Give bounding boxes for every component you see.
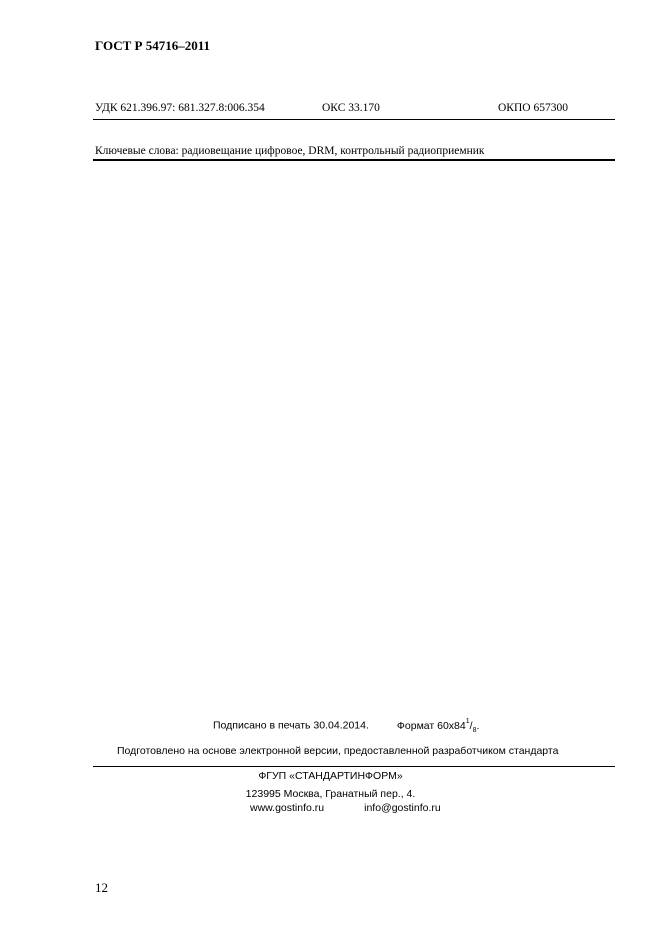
format-denominator: 8 xyxy=(472,726,477,734)
divider-imprint xyxy=(93,766,615,767)
email-link[interactable]: info@gostinfo.ru xyxy=(364,802,441,814)
paper-format: Формат $60х84^1/_8$. xyxy=(396,718,480,734)
publisher-address: 123995 Москва, Гранатный пер., 4. xyxy=(245,788,416,800)
page-number: 12 xyxy=(95,880,108,895)
format-end: . xyxy=(476,719,480,732)
divider-thick xyxy=(93,159,615,161)
prepared-note: Подготовлено на основе электронной версии, предоставленной разработчиком стандарта xyxy=(117,745,559,757)
keywords-line: Ключевые слова: радиовещание цифровое, DRM, контрольный радиоприемник xyxy=(95,145,485,157)
classification-line xyxy=(93,102,615,118)
oks-code: ОКС 33.170 xyxy=(322,102,380,114)
format-numerator: 1 xyxy=(465,718,470,725)
okpo-code: ОКПО 657300 xyxy=(498,102,568,114)
signed-for-print-line xyxy=(213,719,479,734)
divider-thin xyxy=(93,119,615,120)
signed-date: Подписано в печать 30.04.2014. xyxy=(213,719,369,732)
website-link[interactable]: www.gostinfo.ru xyxy=(250,802,325,814)
publisher-name: ФГУП «СТАНДАРТИНФОРМ» xyxy=(258,770,403,782)
format-label: Формат 60х84 xyxy=(396,719,466,732)
publisher-contacts xyxy=(250,802,441,814)
standard-designation: ГОСТ Р 54716–2011 xyxy=(95,38,211,53)
udk-code: УДК 621.396.97: 681.327.8:006.354 xyxy=(95,102,265,114)
